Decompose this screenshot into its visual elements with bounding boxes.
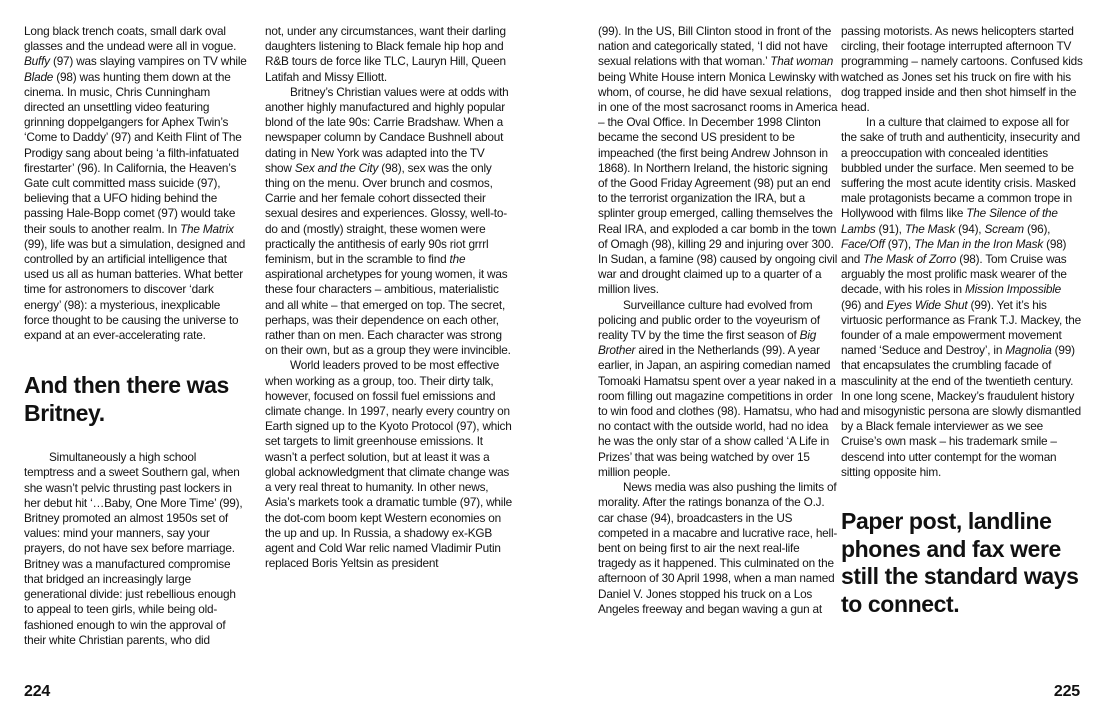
- page-number-right: 225: [1053, 683, 1080, 700]
- text-column-2: [265, 24, 513, 571]
- section-heading: Paper post, landline phones and fax were still the standard ways to connect.: [841, 508, 1079, 617]
- body-paragraph: Long black trench coats, small dark oval glasses and the undead were all in vogue. Buffy (97) was slaying vampires on TV while Blade (98) was hunting them down at the cinema. In music, Chris Cunningham directed an unsettling video featuring grinning doppelgangers for Aphex Twin’s ‘Come to Daddy’ (97) and Keith Flint of The Prodigy sang about being ‘a filth-infatuated firestarter’ (96). In California, the Heaven’s Gate cult committed mass suicide (97), believing that a UFO hiding behind the passing Hale-Bopp comet (97) would take their souls to another realm. In The Matrix (99), life was but a simulation, designed and controlled by an artificial intelligence that used us all as human batteries. What better time for astronomers to discover ‘dark energy’ (98): a mysterious, inexplicable force thought to be causing the universe to expand at an ever-accelerating rate.: [24, 24, 247, 343]
- text-column-1: [24, 24, 248, 648]
- body-paragraph: (99). In the US, Bill Clinton stood in front of the nation and categorically stated, ‘I did not have sexual relations with that woman.’ That woman being White House intern Monica Lewinsky with whom, of course, he did have sexual relations, in one of the most sacrosanct rooms in America – the Oval Office. In December 1998 Clinton became the second US president to be impeached (the first being Andrew Johnson in 1868). In Northern Ireland, the historic signing of the Good Friday Agreement (98) put an end to the terrorist organization the IRA, but a splinter group emerged, calling themselves the Real IRA, and exploded a car bomb in the town of Omagh (98), killing 29 and injuring over 300. In Sudan, a famine (98) caused by ongoing civil war and drought claimed up to a quarter of a million lives.: [598, 24, 839, 297]
- text-column-4: [841, 24, 1083, 618]
- section-heading: And then there was Britney.: [24, 372, 229, 426]
- body-paragraph: World leaders proved to be most effective when working as a group, too. Their dirty talk, however, focused on fossil fuel emissions and climate change. In 1997, nearly every country on Earth signed up to the Kyoto Protocol (97), which set targets to limit greenhouse emissions. It wasn’t a perfect solution, but at least it was a global acknowledgment that climate change was a very real threat to humanity. In other news, Asia’s markets took a dramatic tumble (97), while the dot-com boom kept Western economies on the up and up. In Russia, a shadowy ex-KGB agent and Cold War relic named Vladimir Putin replaced Boris Yeltsin as president: [265, 358, 512, 571]
- body-paragraph: not, under any circumstances, want their darling daughters listening to Black female hip hop and R&B tours de force like TLC, Lauryn Hill, Queen Latifah and Missy Elliott.: [265, 24, 506, 84]
- page-number-left: 224: [24, 683, 51, 700]
- text-column-3: [598, 24, 839, 617]
- body-paragraph: Surveillance culture had evolved from policing and public order to the voyeurism of reality TV by the time the first season of Big Brother aired in the Netherlands (99). A year earlier, in Japan, an aspiring comedian named Tomoaki Hamatsu spent over a year naked in a room filling out magazine competitions in order to win food and clothes (98). Hamatsu, who had no contact with the outside world, had no idea he was the only star of a show called ‘A Life in Prizes’ that was being watched by over 15 million people.: [598, 297, 839, 479]
- body-paragraph: News media was also pushing the limits of morality. After the ratings bonanza of the O.J. car chase (94), broadcasters in the US competed in a macabre and lucrative race, hell-bent on being first to air the next real-life tragedy as it happened. This culminated on the afternoon of 30 April 1998, when a man named Daniel V. Jones stopped his truck on a Los Angeles freeway and began waving a gun at: [598, 480, 838, 616]
- body-paragraph: Britney’s Christian values were at odds with another highly manufactured and highly popular blond of the late 90s: Carrie Bradshaw. When a newspaper column by Candace Bushnell about dating in New York was adapted into the TV show Sex and the City (98), sex was the only thing on the menu. Over brunch and cosmos, Carrie and her female cohort dissected their sexual desires and experiences. Glossy, well-to-do and (mostly) straight, these women were practically the antithesis of early 90s riot grrrl feminism, but in the scramble to find the aspirational archetypes for young women, it was these four characters – ambitious, materialistic and all white – that emerged on top. The secret, perhaps, was their dependence on each other, rather than on men. Each character was strong on their own, but as a group they were invincible.: [265, 84, 511, 358]
- body-paragraph: In a culture that claimed to expose all for the sake of truth and authenticity, insecurity and a preoccupation with concealed identities bubbled under the surface. Men seemed to be suffering the most acute identity crisis. Masked male protagonists became a common trope in Hollywood with films like The Silence of the Lambs (91), The Mask (94), Scream (96), Face/Off (97), The Man in the Iron Mask (98) and The Mask of Zorro (98). Tom Cruise was arguably the most prolific mask wearer of the decade, with his roles in Mission Impossible (96) and Eyes Wide Shut (99). Yet it’s his virtuosic performance as Frank T.J. Mackey, the founder of a male empowerment movement named ‘Seduce and Destroy’, in Magnolia (99) that encapsulates the crumbling facade of masculinity at the end of the twentieth century. In one long scene, Mackey’s fraudulent history and misogynistic persona are slowly dismantled by a Black female interviewer as we see Cruise’s own mask – his trademark smile – descend into utter contempt for the woman sitting opposite him.: [841, 115, 1081, 479]
- body-paragraph: Simultaneously a high school temptress and a sweet Southern gal, when she wasn’t pelvic thrusting past lockers in her debut hit ‘…Baby, One More Time’ (99), Britney promoted an almost 1950s set of values: mind your manners, say your prayers, do not have sex before marriage. Britney was a manufactured compromise that bridged an increasingly large generational divide: just rebellious enough to appeal to teen girls, while being old-fashioned enough to win the approval of their white Christian parents, who did: [24, 450, 243, 647]
- body-paragraph: passing motorists. As news helicopters started circling, their footage interrupted afternoon TV programming – namely cartoons. Confused kids watched as Jones set his truck on fire with his dog trapped inside and then shot himself in the head.: [841, 24, 1083, 115]
